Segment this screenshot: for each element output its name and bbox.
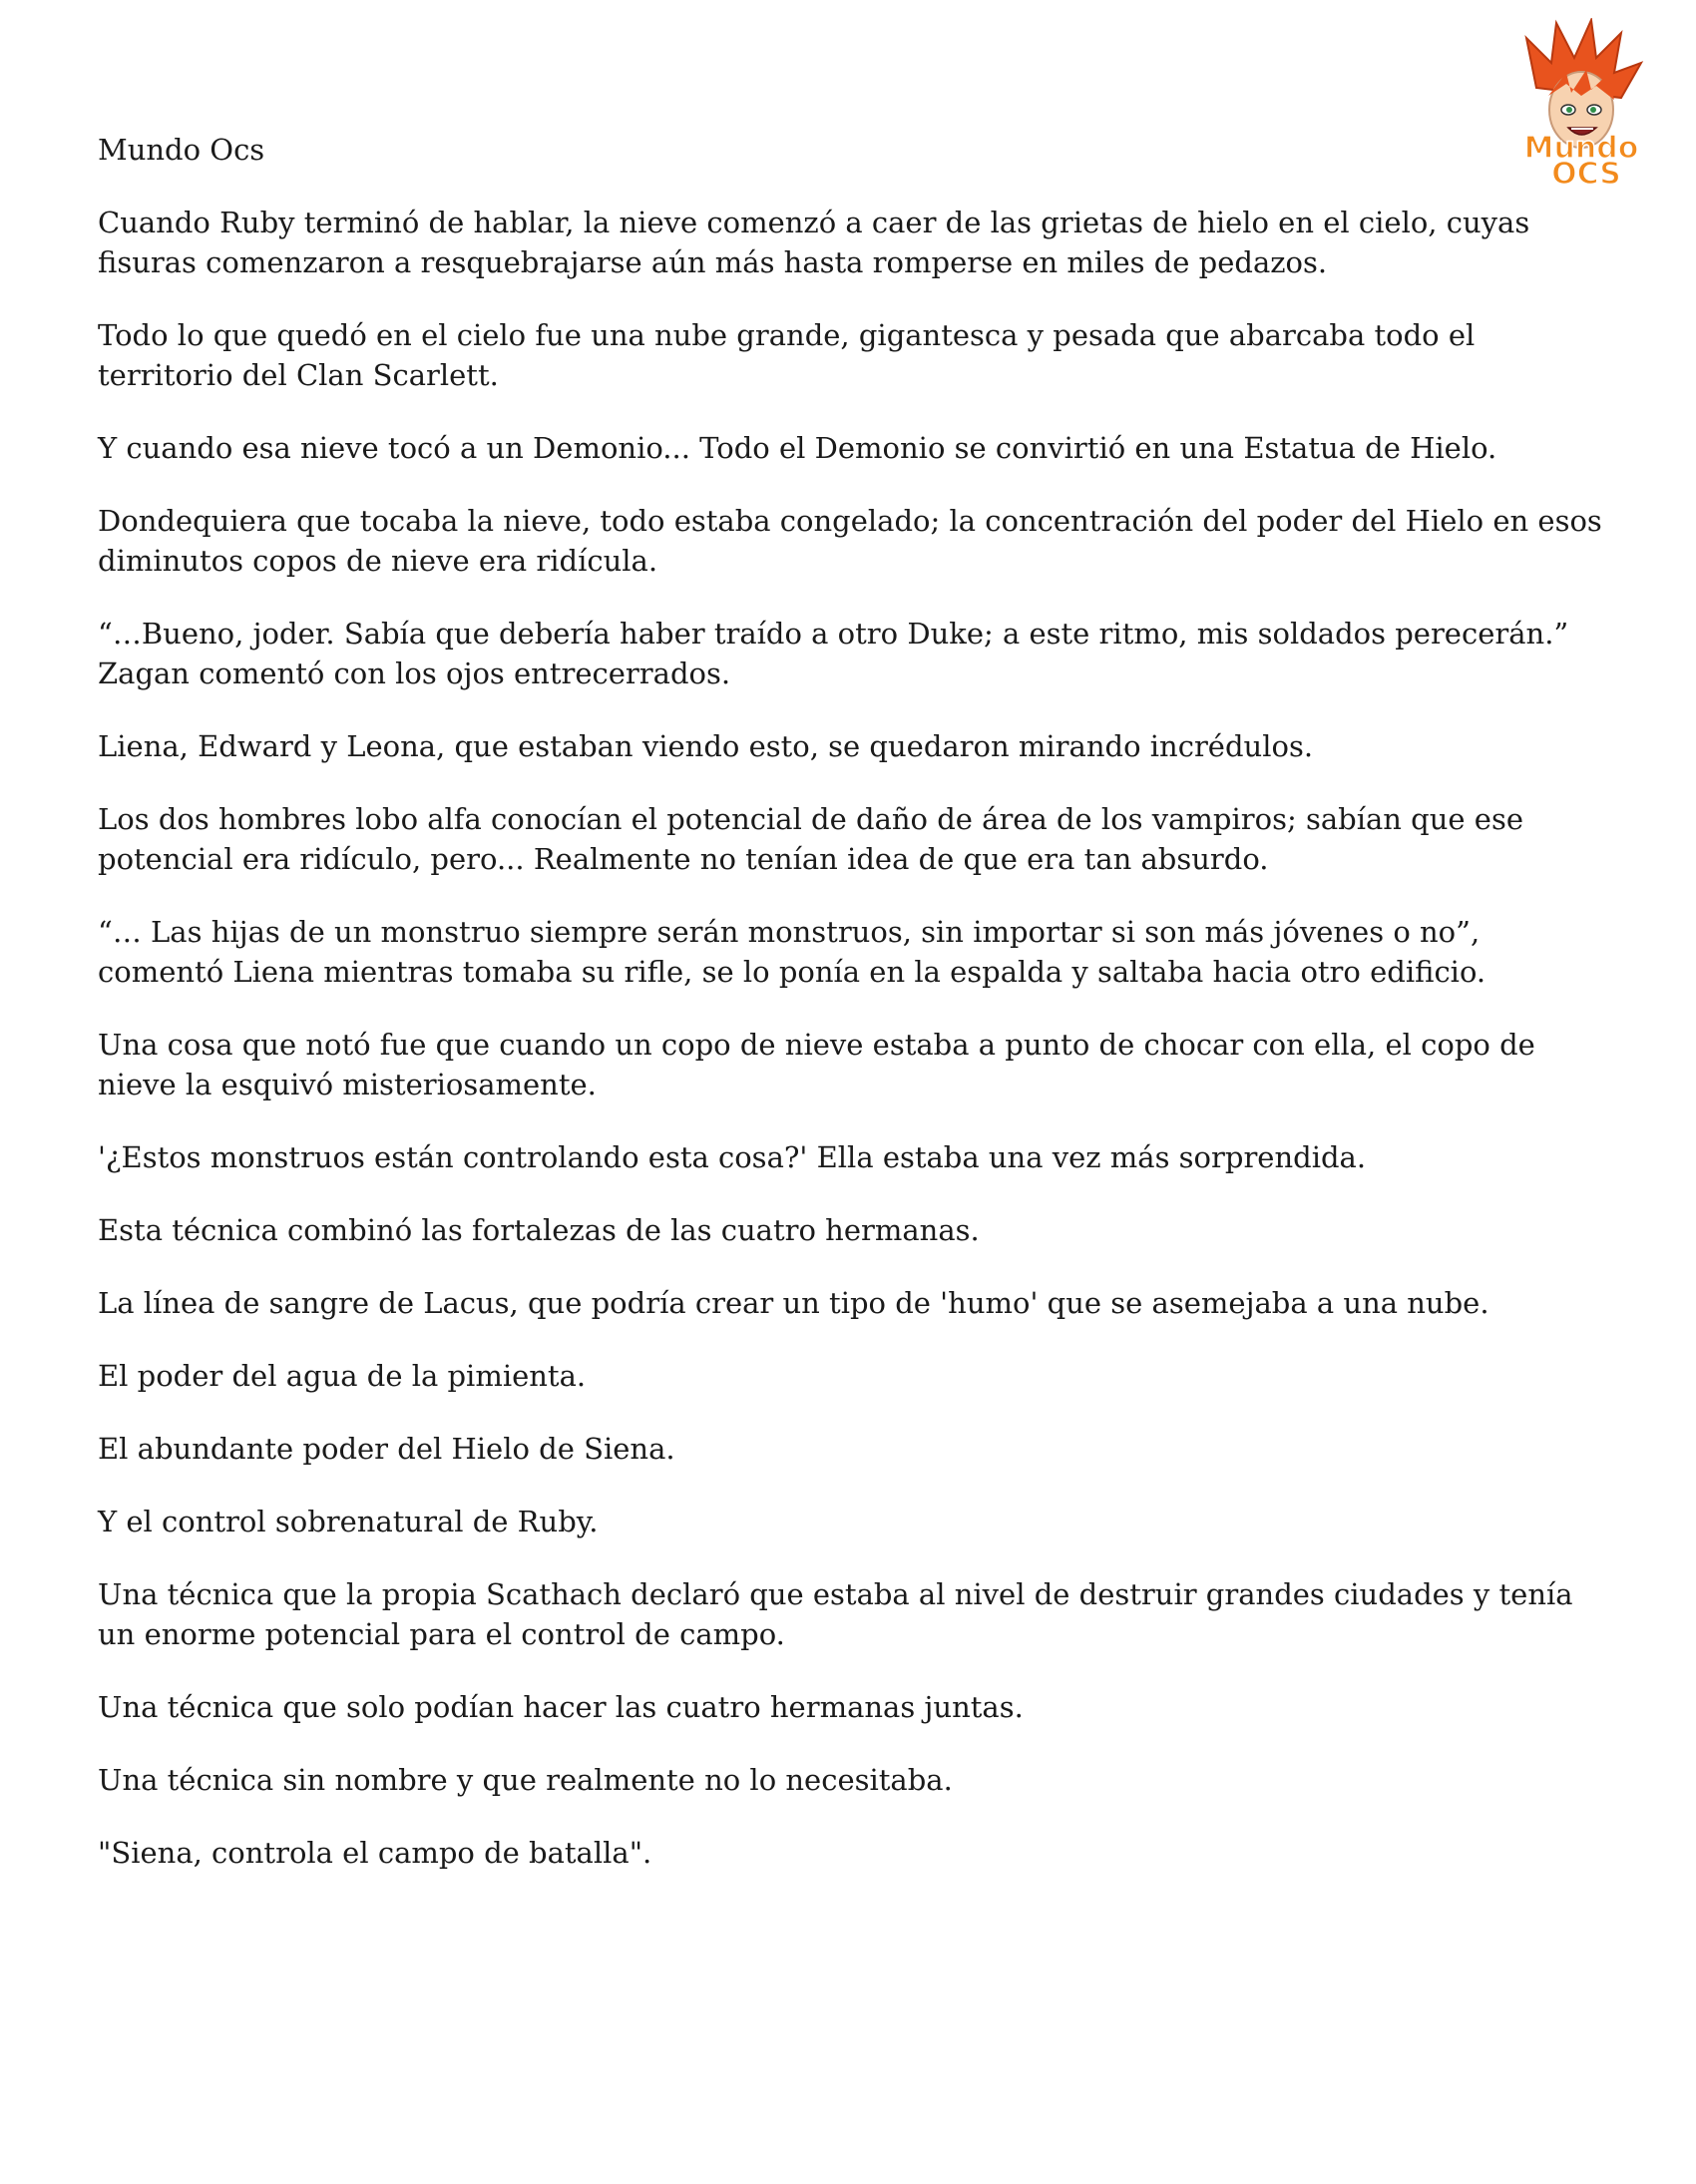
paragraph: El poder del agua de la pimienta. xyxy=(98,1359,587,1393)
paragraph: Todo lo que quedó en el cielo fue una nube grande, gigantesca y pesada que abarcaba todo el territorio del Clan Scarlett. xyxy=(98,318,1476,392)
paragraph: El abundante poder del Hielo de Siena. xyxy=(98,1432,675,1466)
document-body xyxy=(98,130,1614,1906)
paragraph: “… Las hijas de un monstruo siempre serán monstruos, sin importar si son más jóvenes o no”, comentó Liena mientras tomaba su rifle, se lo ponía en la espalda y saltaba hacia otro edificio. xyxy=(98,915,1486,989)
paragraph: "Siena, controla el campo de batalla". xyxy=(98,1836,652,1870)
paragraph: La línea de sangre de Lacus, que podría crear un tipo de 'humo' que se asemejaba a una nube. xyxy=(98,1286,1489,1320)
paragraph: Liena, Edward y Leona, que estaban viendo esto, se quedaron mirando incrédulos. xyxy=(98,729,1314,763)
paragraph: Y el control sobrenatural de Ruby. xyxy=(98,1505,599,1538)
logo-text-mundo: Mundo xyxy=(1523,131,1639,166)
header-title: Mundo Ocs xyxy=(98,133,265,167)
paragraph: Una técnica que la propia Scathach declaró que estaba al nivel de destruir grandes ciudades y tenía un enorme potencial para el control de campo. xyxy=(98,1577,1573,1651)
paragraph: Una cosa que notó fue que cuando un copo de nieve estaba a punto de chocar con ella, el copo de nieve la esquivó misteriosamente. xyxy=(98,1028,1535,1101)
paragraph: Una técnica sin nombre y que realmente no lo necesitaba. xyxy=(98,1763,953,1797)
paragraph: Esta técnica combinó las fortalezas de las cuatro hermanas. xyxy=(98,1213,980,1247)
paragraph: Los dos hombres lobo alfa conocían el potencial de daño de área de los vampiros; sabían que ese potencial era ridículo, pero... Realmente no tenían idea de que era tan absurdo. xyxy=(98,802,1523,876)
paragraph: Una técnica que solo podían hacer las cuatro hermanas juntas. xyxy=(98,1690,1024,1724)
paragraph: Y cuando esa nieve tocó a un Demonio... Todo el Demonio se convirtió en una Estatua de Hielo. xyxy=(98,431,1497,465)
paragraph: Dondequiera que tocaba la nieve, todo estaba congelado; la concentración del poder del Hielo en esos diminutos copos de nieve era ridícula. xyxy=(98,504,1602,578)
paragraph: Cuando Ruby terminó de hablar, la nieve comenzó a caer de las grietas de hielo en el cielo, cuyas fisuras comenzaron a resquebrajarse aún más hasta romperse en miles de pedazos. xyxy=(98,206,1530,279)
paragraph: “…Bueno, joder. Sabía que debería haber traído a otro Duke; a este ritmo, mis soldados perecerán.” Zagan comentó con los ojos entrecerrados. xyxy=(98,617,1569,690)
paragraph: '¿Estos monstruos están controlando esta cosa?' Ella estaba una vez más sorprendida. xyxy=(98,1140,1367,1174)
logo-text-ocs: OCS xyxy=(1551,157,1621,188)
